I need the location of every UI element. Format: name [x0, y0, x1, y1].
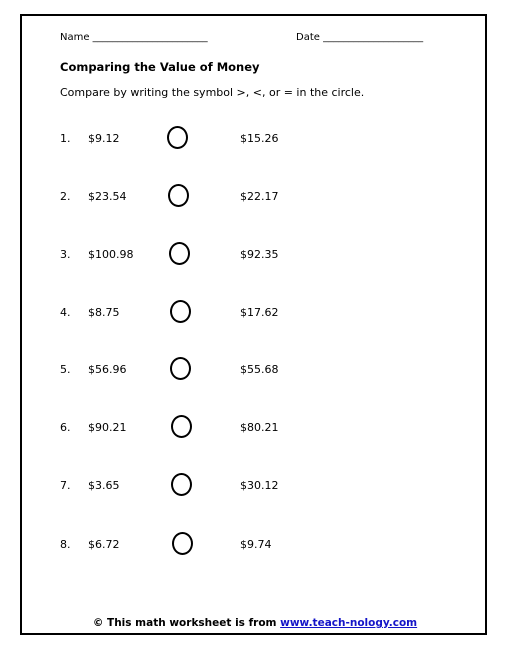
left-amount: $100.98: [88, 248, 134, 261]
name-field[interactable]: Name _______________________: [60, 32, 208, 43]
answer-circle[interactable]: [172, 532, 193, 555]
answer-circle[interactable]: [169, 242, 190, 265]
problem-number: 5.: [60, 363, 71, 376]
problem-row: [0, 479, 510, 509]
problem-row: [0, 132, 510, 162]
right-amount: $15.26: [240, 132, 279, 145]
problem-number: 7.: [60, 479, 71, 492]
answer-circle[interactable]: [167, 126, 188, 149]
answer-circle[interactable]: [171, 473, 192, 496]
problem-row: [0, 421, 510, 451]
problem-number: 6.: [60, 421, 71, 434]
instructions: Compare by writing the symbol >, <, or = in the circle.: [60, 86, 365, 99]
right-amount: $55.68: [240, 363, 279, 376]
answer-circle[interactable]: [170, 300, 191, 323]
date-field[interactable]: Date ____________________: [296, 32, 424, 43]
answer-circle[interactable]: [170, 357, 191, 380]
right-amount: $30.12: [240, 479, 279, 492]
answer-circle[interactable]: [168, 184, 189, 207]
problem-number: 3.: [60, 248, 71, 261]
problem-row: [0, 538, 510, 568]
problem-number: 8.: [60, 538, 71, 551]
worksheet-title: Comparing the Value of Money: [60, 60, 260, 74]
left-amount: $9.12: [88, 132, 120, 145]
footer-link[interactable]: www.teach-nology.com: [280, 617, 418, 629]
footer-text: © This math worksheet is from: [92, 617, 281, 629]
left-amount: $3.65: [88, 479, 120, 492]
problem-number: 4.: [60, 306, 71, 319]
left-amount: $90.21: [88, 421, 127, 434]
problem-row: [0, 248, 510, 278]
problem-row: [0, 190, 510, 220]
right-amount: $22.17: [240, 190, 279, 203]
problem-number: 2.: [60, 190, 71, 203]
problem-number: 1.: [60, 132, 71, 145]
right-amount: $9.74: [240, 538, 272, 551]
left-amount: $23.54: [88, 190, 127, 203]
left-amount: $6.72: [88, 538, 120, 551]
footer-credit: [0, 617, 510, 629]
problem-row: [0, 306, 510, 336]
problem-row: [0, 363, 510, 393]
right-amount: $17.62: [240, 306, 279, 319]
answer-circle[interactable]: [171, 415, 192, 438]
right-amount: $80.21: [240, 421, 279, 434]
left-amount: $56.96: [88, 363, 127, 376]
left-amount: $8.75: [88, 306, 120, 319]
right-amount: $92.35: [240, 248, 279, 261]
